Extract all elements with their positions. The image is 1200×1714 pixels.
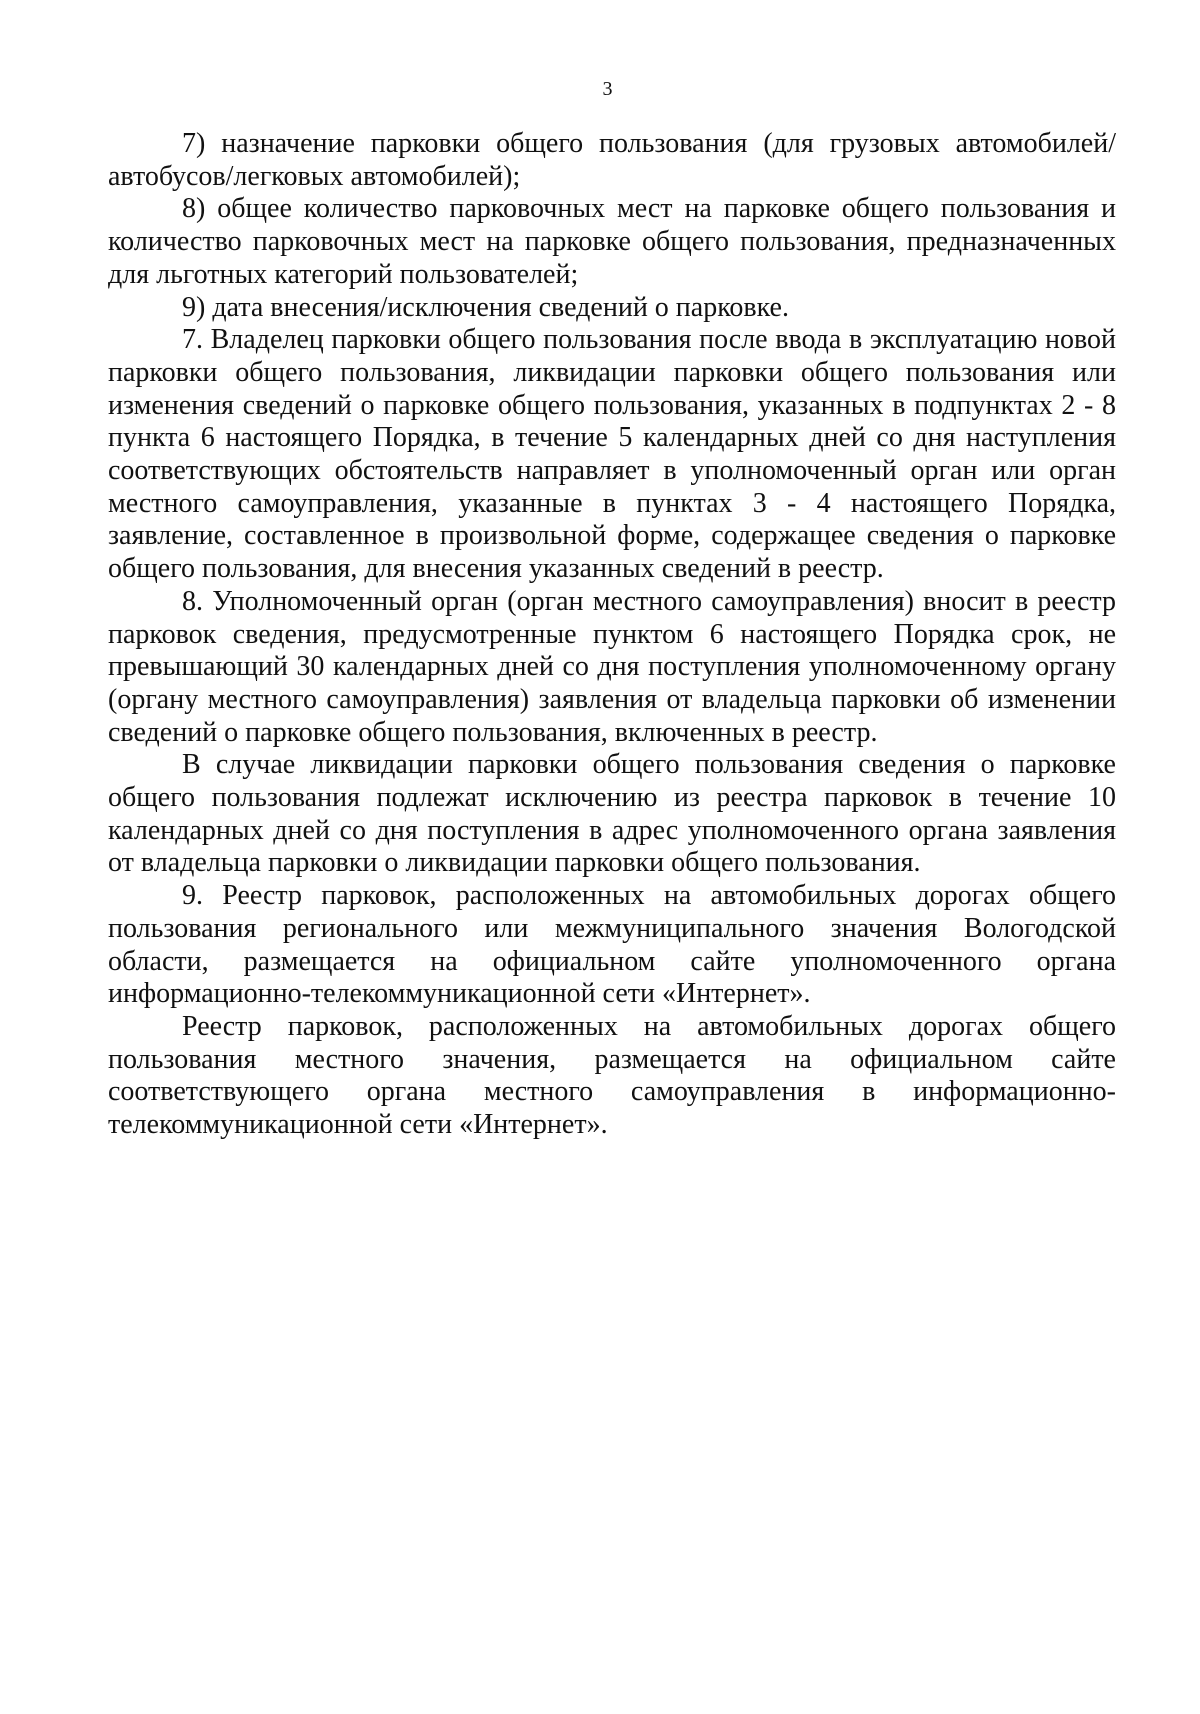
page-number: 3 [602,78,613,100]
paragraph-item-7: 7) назначение парковки общего пользования (для грузовых автомобилей/автобусов/легковых автомобилей); [108,128,1116,192]
document-body [108,128,1116,1142]
paragraph-clause-7: 7. Владелец парковки общего пользования после ввода в эксплуатацию новой парковки общего пользования, ликвидации парковки общего пользования или изменения сведений о парковке общего пользования, указанных в подпунктах 2 - 8 пункта 6 настоящего Порядка, в течение 5 календарных дней со дня наступления соответствующих обстоятельств направляет в уполномоченный орган или орган местного самоуправления, указанные в пунктах 3 - 4 настоящего Порядка, заявление, составленное в произвольной форме, содержащее сведения о парковке общего пользования, для внесения указанных сведений в реестр. [108,324,1116,585]
paragraph-local-registry: Реестр парковок, расположенных на автомобильных дорогах общего пользования местного значения, размещается на официальном сайте соответствующего органа местного самоуправления в информационно-телекоммуникационной сети «Интернет». [108,1010,1116,1141]
paragraph-clause-8: 8. Уполномоченный орган (орган местного самоуправления) вносит в реестр парковок сведения, предусмотренные пунктом 6 настоящего Порядка срок, не превышающий 30 календарных дней со дня поступления уполномоченному органу (органу местного самоуправления) заявления от владельца парковки об изменении сведений о парковке общего пользования, включенных в реестр. [108,585,1116,748]
paragraph-clause-9: 9. Реестр парковок, расположенных на автомобильных дорогах общего пользования регионального или межмуниципального значения Вологодской области, размещается на официальном сайте уполномоченного органа информационно-телекоммуникационной сети «Интернет». [108,880,1116,1010]
paragraph-item-9: 9) дата внесения/исключения сведений о парковке. [182,291,789,323]
paragraph-liquidation: В случае ликвидации парковки общего пользования сведения о парковке общего пользования подлежат исключению из реестра парковок в течение 10 календарных дней со дня поступления в адрес уполномоченного органа заявления от владельца парковки о ликвидации парковки общего пользования. [108,749,1116,879]
paragraph-item-8: 8) общее количество парковочных мест на парковке общего пользования и количество парковочных мест на парковке общего пользования, предназначенных для льготных категорий пользователей; [108,193,1116,290]
